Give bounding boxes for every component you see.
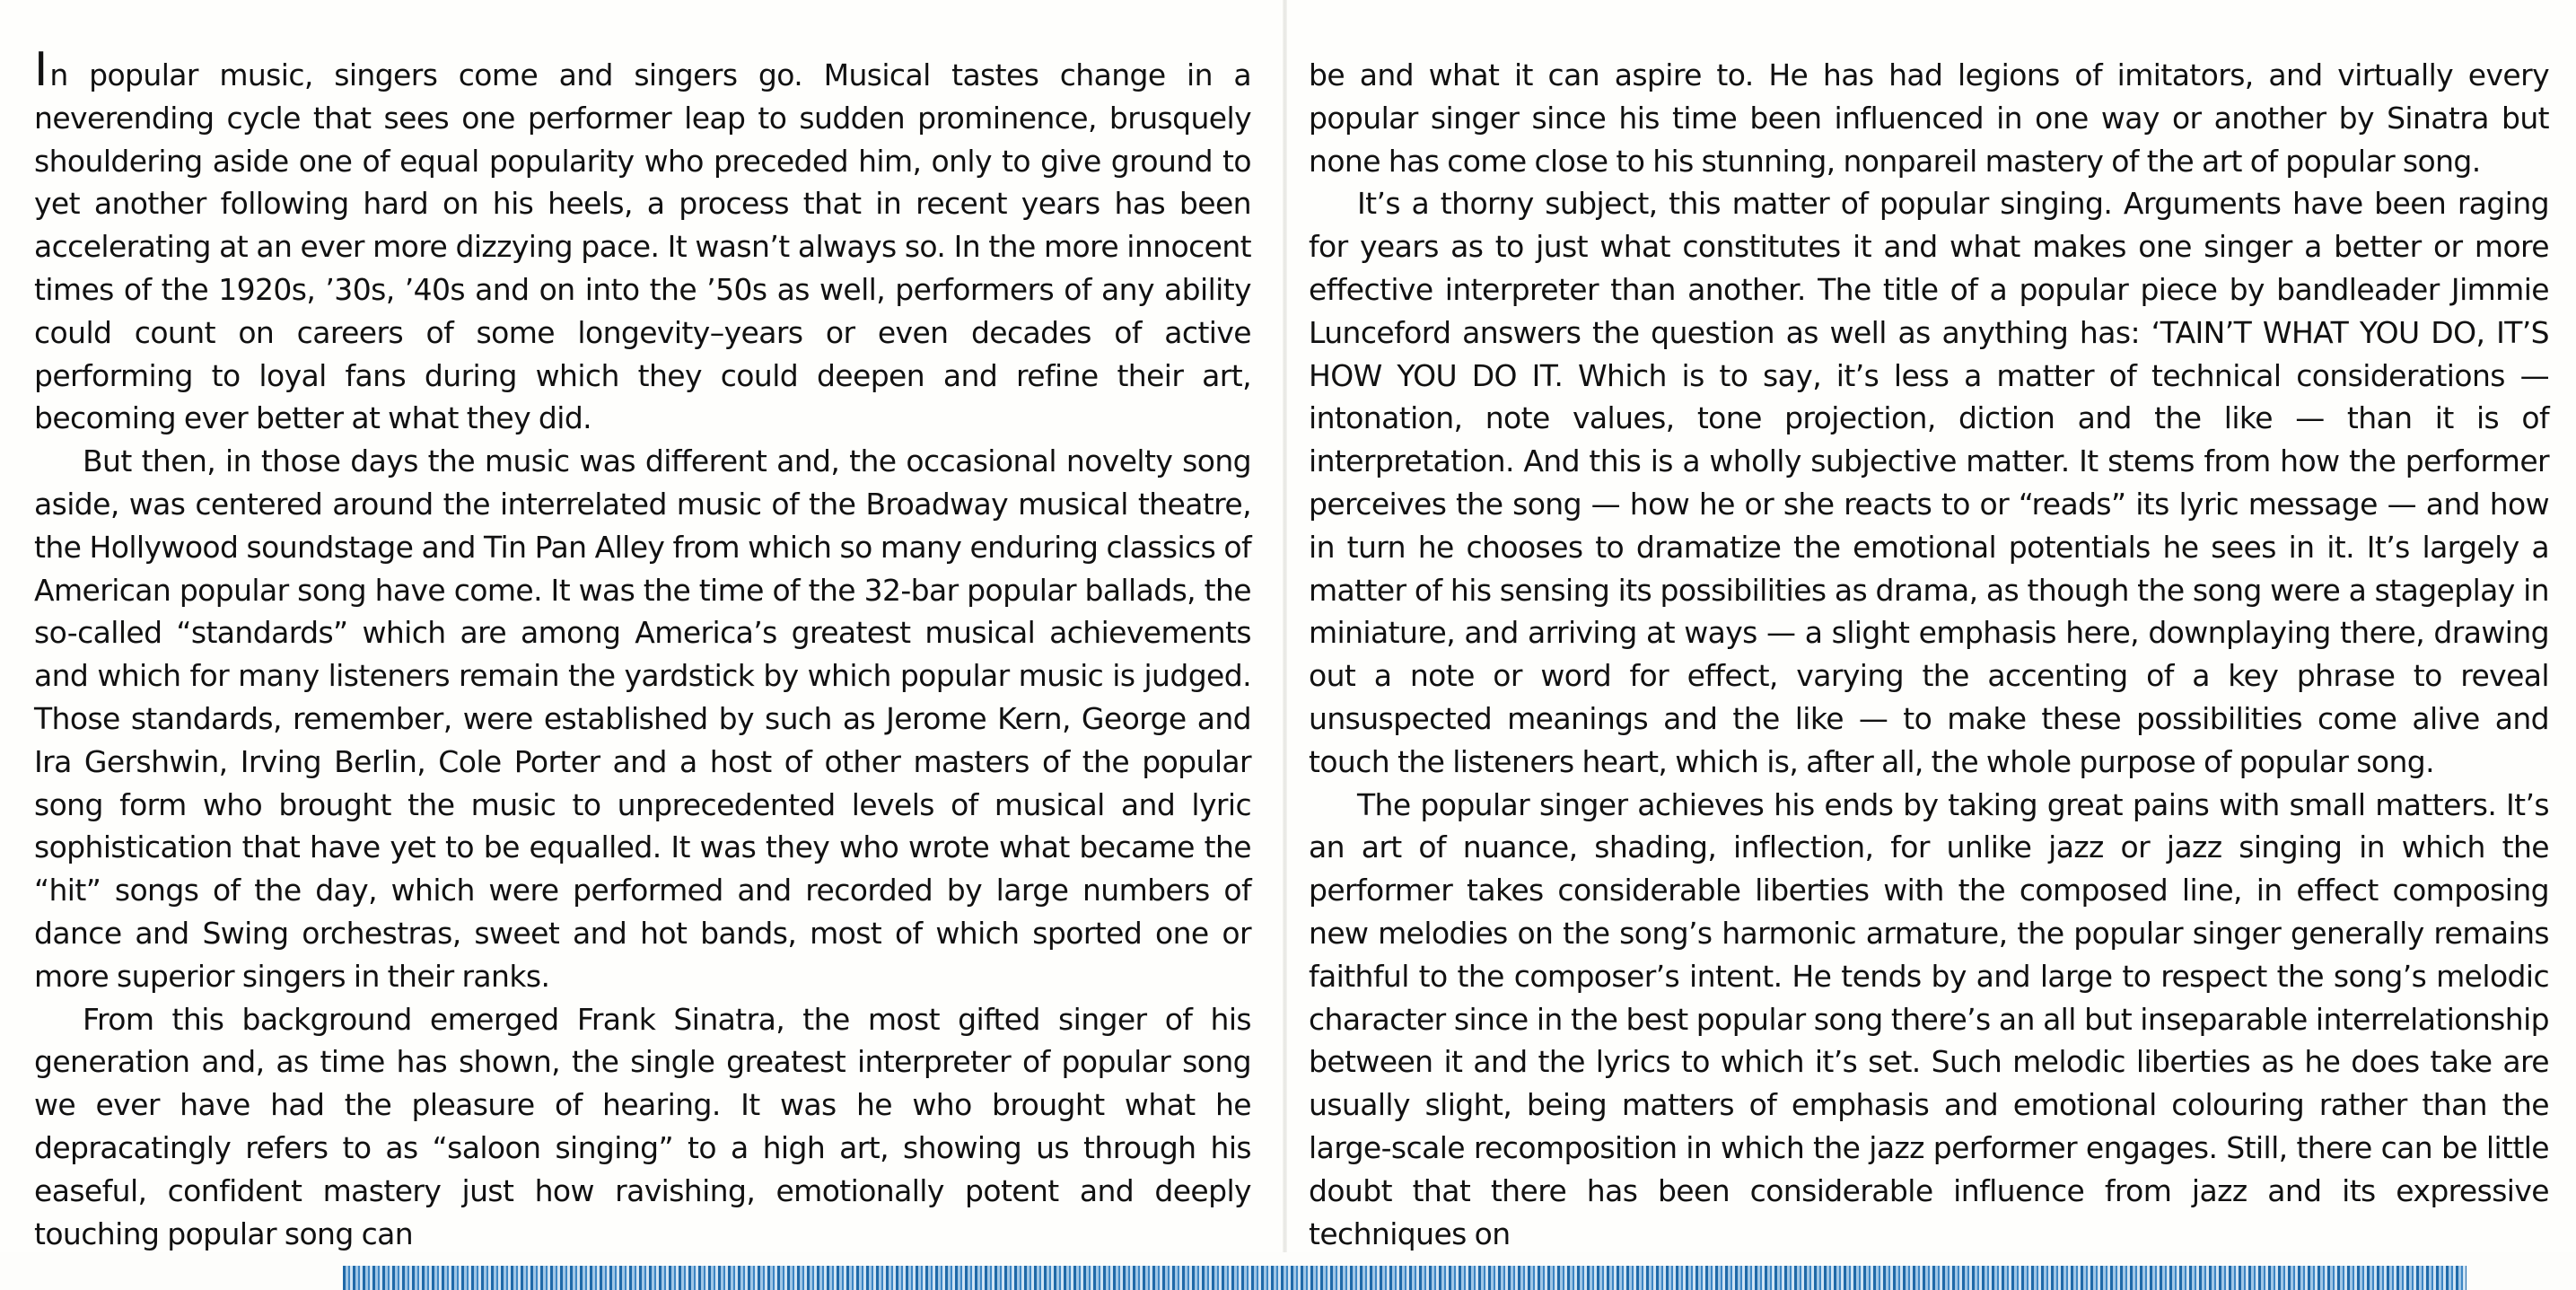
left-paragraph-2: But then, in those days the music was different and, the occasional novelty song aside, was centered around the interrelated music of the Broadway musical theatre, the Hollywood soundstage and Tin Pan Alley from which so many enduring classics of American popular song have come. It was the time of the 32-bar popular ballads, the so-called “standards” which are among America’s greatest musical achievements and which for many listeners remain the yardstick by which popular music is judged. Those standards, remember, were established by such as Jerome Kern, George and Ira Gershwin, Irving Berlin, Cole Porter and a host of other masters of the popular song form who brought the music to unprecedented levels of musical and lyric sophistication that have yet to be equalled. It was they who wrote what became the “hit” songs of the day, which were performed and recorded by large numbers of dance and Swing orchestras, sweet and hot bands, most of which sported one or more superior singers in their ranks.	[34, 443, 1251, 994]
right-paragraph-2: The popular singer achieves his ends by taking great pains with small matters. It’s an art of nuance, shading, inflection, for unlike jazz or jazz singing in which the performer takes considerable liberties with the composed line, in effect composing new melodies on the song’s harmonic armature, the popular singer generally remains faithful to the composer’s intent. He tends by and large to respect the song’s melodic character since in the best popular song there’s an all but inseparable interrelationship between it and the lyrics to which it’s set. Such melodic liberties as he does take are usually slight, being matters of emphasis and emotional colouring rather than the large-scale recomposition in which the jazz performer engages. Still, there can be little doubt that there has been considerable influence from jazz and its expressive techniques on	[1309, 786, 2549, 1251]
right-page	[1285, 0, 2576, 1252]
drop-cap: I	[34, 43, 50, 97]
right-continuation-paragraph: be and what it can aspire to. He has had legions of imitators, and virtually every popular singer since his time been influenced in one way or another by Sinatra but none has come close to his stunning, nonpareil mastery of the art of popular song.	[1309, 57, 2549, 179]
right-text-column	[1309, 54, 2549, 1251]
left-paragraph-1	[34, 43, 1251, 440]
left-text-column	[34, 43, 1251, 1251]
left-page	[0, 0, 1285, 1252]
right-paragraph-1: It’s a thorny subject, this matter of popular singing. Arguments have been raging for years as to just what constitutes it and what makes one singer a better or more effective interpreter than another. The title of a popular piece by bandleader Jimmie Lunceford answers the question as well as anything has: ‘TAIN’T WHAT YOU DO, IT’S HOW YOU DO IT. Which is to say, it’s less a matter of technical considerations — intonation, note values, tone projection, diction and the like — than it is of interpretation. And this is a wholly subjective matter. It stems from how the performer perceives the song — how he or she reacts to or “reads” its lyric message — and how in turn he chooses to dramatize the emotional potentials he sees in it. It’s largely a matter of his sensing its possibilities as drama, as though the song were a stageplay in miniature, and arriving at ways — a slight emphasis here, downplaying there, drawing out a note or word for effect, varying the accenting of a key phrase to reveal unsuspected meanings and the like — to make these possibilities come alive and touch the listeners heart, which is, after all, the whole purpose of popular song.	[1309, 186, 2549, 779]
bottom-decorative-strip	[343, 1266, 2466, 1290]
bottom-margin	[0, 1252, 2576, 1266]
left-paragraph-3: From this background emerged Frank Sinatra, the most gifted singer of his generation and, as time has shown, the single greatest interpreter of popular song we ever have had the pleasure of hearing. It was he who brought what he depracatingly refers to as “saloon singing” to a high art, showing us through his easeful, confident mastery just how ravishing, emotionally potent and deeply touching popular song can	[34, 1001, 1251, 1251]
page-fold-gutter	[1283, 0, 1287, 1290]
left-paragraph-1-text: n popular music, singers come and singers go. Musical tastes change in a neverending cycle that sees one performer leap to sudden prominence, brusquely shouldering aside one of equal popularity who preceded him, only to give ground to yet another following hard on his heels, a process that in recent years has been accelerating at an ever more dizzying pace. It wasn’t always so. In the more innocent times of the 1920s, ’30s, ’40s and on into the ’50s as well, performers of any ability could count on careers of some longevity–years or even decades of active performing to loyal fans during which they could deepen and refine their art, becoming ever better at what they did.	[34, 57, 1251, 436]
